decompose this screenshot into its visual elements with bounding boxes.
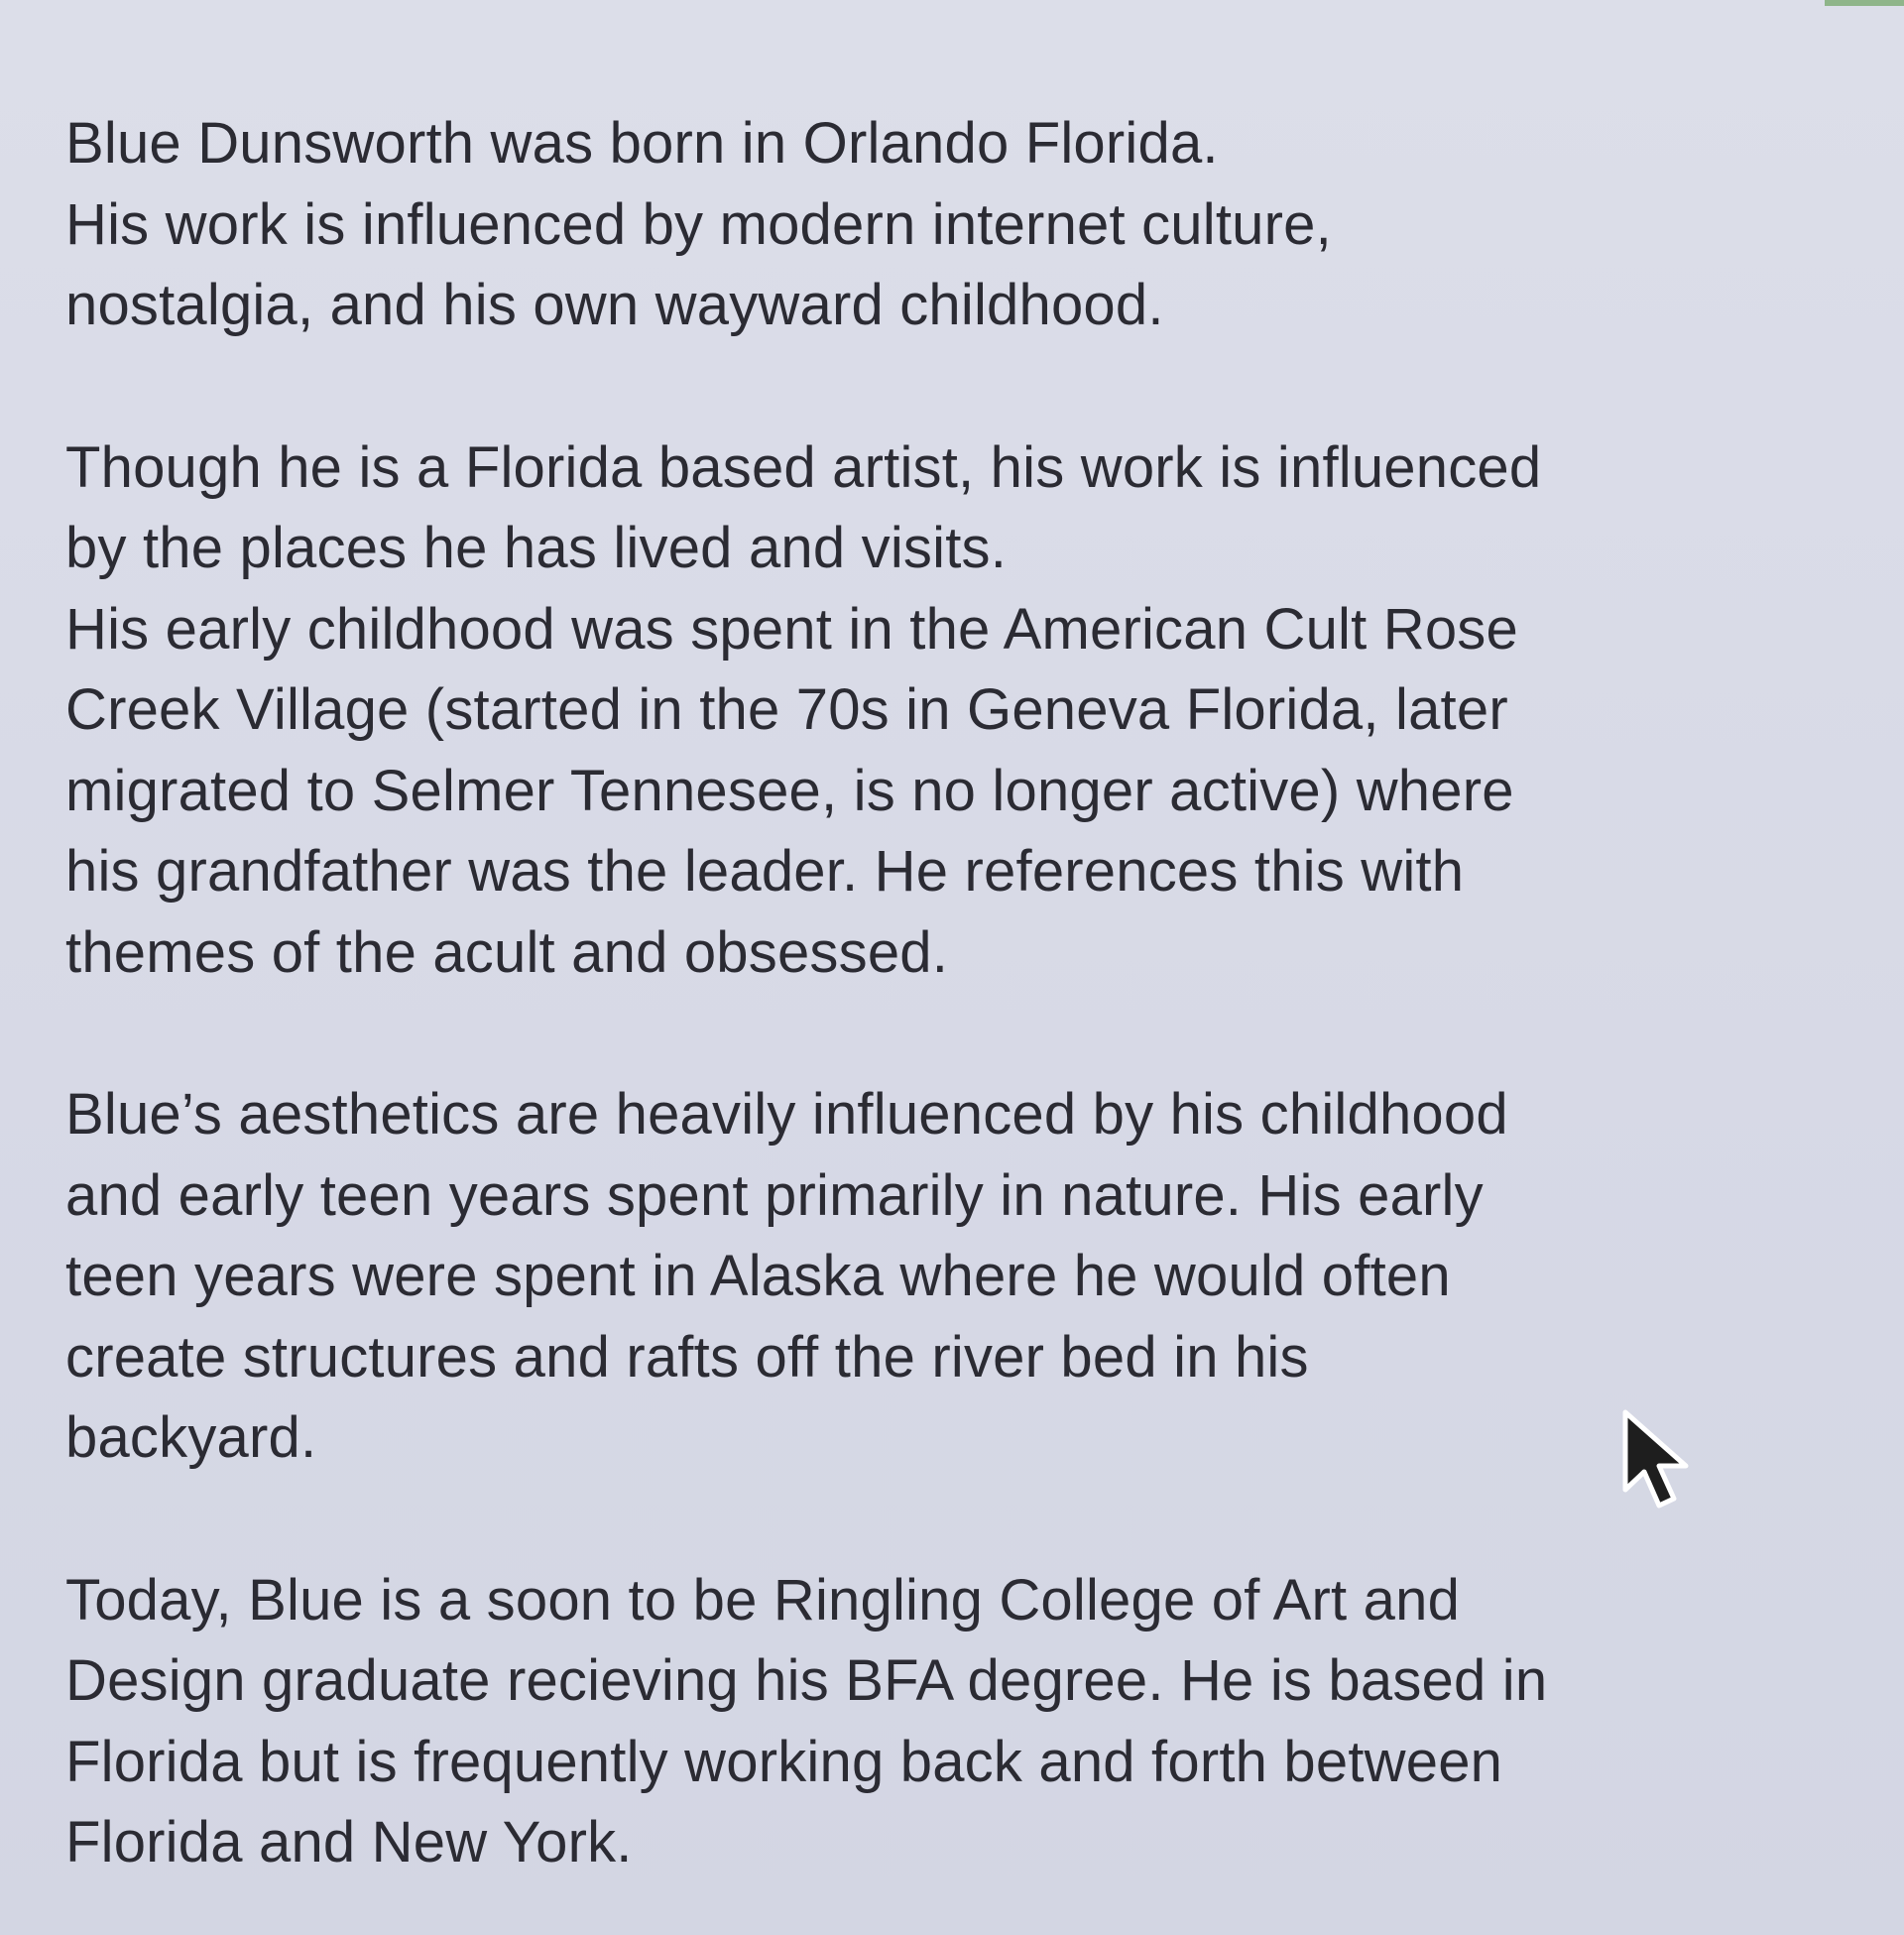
bio-line: Design graduate recieving his BFA degree. He is based in	[65, 1648, 1548, 1713]
bio-line: teen years were spent in Alaska where he would often	[65, 1244, 1451, 1308]
bio-line: and early teen years spent primarily in nature. His early	[65, 1162, 1484, 1228]
bio-line: migrated to Selmer Tennesee, is no longer active) where	[65, 758, 1514, 823]
bio-line: nostalgia, and his own wayward childhood.	[65, 273, 1164, 337]
mouse-pointer-arrow-icon	[1619, 1408, 1699, 1517]
cursor-arrow-shape	[1625, 1412, 1686, 1506]
bio-paragraph-4	[65, 1560, 1870, 1883]
bio-line: Florida but is frequently working back and forth between	[65, 1729, 1503, 1794]
bio-paragraph-3	[65, 1074, 1870, 1479]
bio-paragraph-1	[65, 103, 1870, 346]
bio-line: Though he is a Florida based artist, his work is influenced	[65, 434, 1542, 500]
bio-line: by the places he has lived and visits.	[65, 516, 1008, 580]
bio-line: themes of the acult and obsessed.	[65, 919, 949, 985]
bio-line: His early childhood was spent in the American Cult Rose	[65, 596, 1518, 662]
bio-paragraph-2	[65, 427, 1870, 994]
bio-line: Florida and New York.	[65, 1810, 633, 1875]
bio-line: his grandfather was the leader. He references this with	[65, 839, 1465, 904]
bio-line: His work is influenced by modern internet culture,	[65, 191, 1332, 257]
bio-line: backyard.	[65, 1405, 317, 1470]
top-edge-strip	[1825, 0, 1904, 6]
bio-line: Blue Dunsworth was born in Orlando Florida.	[65, 111, 1219, 176]
bio-line: create structures and rafts off the river bed in his	[65, 1324, 1309, 1390]
bio-line: Creek Village (started in the 70s in Geneva Florida, later	[65, 677, 1508, 742]
bio-line: Blue’s aesthetics are heavily influenced by his childhood	[65, 1082, 1508, 1147]
bio-text-block	[65, 103, 1870, 1883]
bio-line: Today, Blue is a soon to be Ringling College of Art and	[65, 1567, 1461, 1633]
